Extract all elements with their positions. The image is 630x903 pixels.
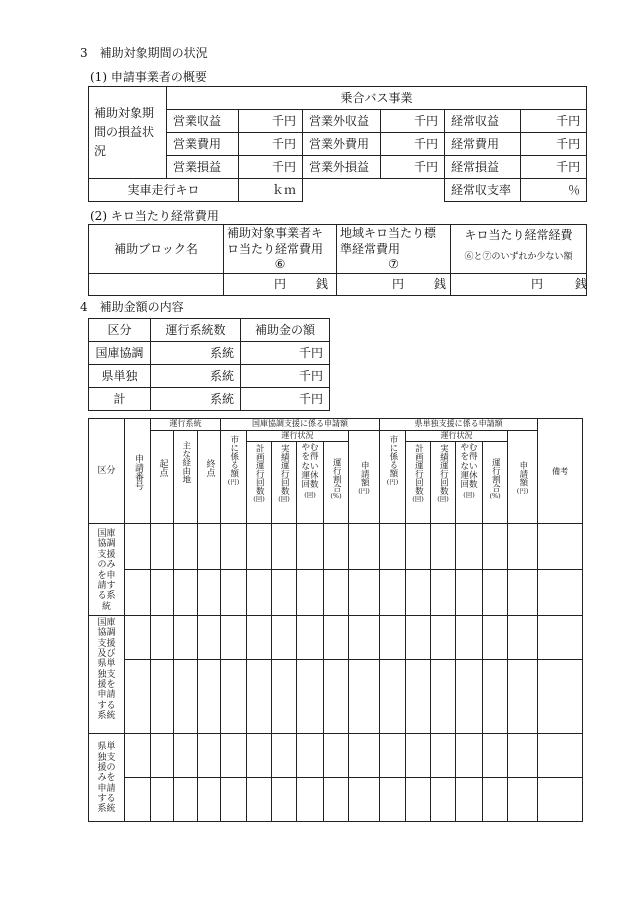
keikaku-stack bbox=[247, 444, 271, 503]
sen-unit: 銭 bbox=[434, 277, 447, 292]
section-3-1-title: (1) 申請事業者の概要 bbox=[90, 70, 207, 84]
data-cell[interactable] bbox=[297, 616, 324, 660]
keiyu-stack bbox=[174, 441, 197, 484]
data-cell[interactable] bbox=[221, 734, 247, 778]
category-3 bbox=[89, 734, 125, 822]
data-cell[interactable] bbox=[324, 660, 349, 734]
data-cell[interactable] bbox=[198, 616, 221, 660]
label-cell: 営業収益 bbox=[167, 110, 239, 133]
unit-en: (円) bbox=[386, 477, 399, 486]
shi-gaku-text: 市に係る額 bbox=[228, 435, 239, 478]
unit-en: (円) bbox=[227, 477, 240, 486]
data-cell[interactable] bbox=[221, 524, 247, 570]
yamu-unit-stack bbox=[297, 491, 323, 499]
data-cell[interactable] bbox=[247, 616, 272, 660]
route-application-table bbox=[88, 418, 583, 822]
data-cell[interactable] bbox=[272, 734, 297, 778]
operator-cost-text: 補助対象事業者キロ当たり経常費用 bbox=[227, 226, 324, 256]
data-cell[interactable] bbox=[508, 660, 538, 734]
data-cell[interactable] bbox=[297, 524, 324, 570]
data-cell[interactable] bbox=[431, 778, 456, 822]
data-cell[interactable] bbox=[125, 616, 151, 660]
label-cell: 営業費用 bbox=[167, 133, 239, 156]
operator-cost-value bbox=[224, 274, 337, 296]
yamu-text: やむを得ない運休回数 bbox=[301, 443, 319, 491]
shinsei-bango-text: 申請番号 bbox=[133, 454, 143, 490]
data-cell[interactable] bbox=[125, 734, 151, 778]
data-cell[interactable] bbox=[456, 734, 483, 778]
data-cell[interactable] bbox=[380, 660, 406, 734]
data-cell[interactable] bbox=[406, 524, 431, 570]
wariai-header bbox=[324, 442, 349, 524]
unit-kai: (回) bbox=[463, 490, 475, 499]
shi-gaku-text-2: 市に係る額 bbox=[387, 435, 398, 478]
km-unit: ｋｍ bbox=[239, 179, 303, 202]
wariai-stack-2 bbox=[483, 458, 507, 500]
data-cell[interactable] bbox=[198, 660, 221, 734]
wariai-text: 運行割合 bbox=[331, 458, 342, 492]
mark-7: ⑦ bbox=[388, 257, 399, 272]
data-cell[interactable] bbox=[508, 734, 538, 778]
data-cell[interactable] bbox=[297, 570, 324, 616]
unit-cell: 千円 bbox=[241, 388, 330, 411]
data-cell[interactable] bbox=[349, 524, 380, 570]
lesser-cost-value bbox=[451, 274, 587, 296]
kokko-group-header bbox=[221, 419, 380, 431]
shuten-header bbox=[198, 431, 221, 524]
lesser-cost-note: ⑥と⑦のいずれか少ない額 bbox=[464, 252, 573, 262]
yamu-unit-stack-2 bbox=[456, 491, 482, 499]
data-cell[interactable] bbox=[125, 524, 151, 570]
subsidy-summary-table bbox=[88, 318, 330, 411]
sen-unit: 銭 bbox=[316, 277, 329, 292]
data-cell[interactable] bbox=[247, 524, 272, 570]
data-cell[interactable] bbox=[406, 570, 431, 616]
data-cell[interactable] bbox=[174, 524, 198, 570]
kiten-stack bbox=[151, 459, 173, 477]
keiyu-header bbox=[174, 431, 198, 524]
wariai-text-2: 運行割合 bbox=[490, 458, 501, 492]
sen-unit: 銭 bbox=[575, 277, 588, 292]
shuten-stack bbox=[198, 459, 220, 477]
data-cell[interactable] bbox=[324, 734, 349, 778]
data-cell[interactable] bbox=[508, 524, 538, 570]
section-3-2-title: (2) キロ当たり経常費用 bbox=[90, 209, 219, 223]
data-cell[interactable] bbox=[349, 616, 380, 660]
data-cell[interactable] bbox=[538, 570, 583, 616]
unko-jokyo-header-2 bbox=[406, 431, 508, 442]
data-cell[interactable] bbox=[349, 660, 380, 734]
unit-cell: 千円 bbox=[521, 110, 587, 133]
unit-pct: (%) bbox=[330, 492, 342, 500]
data-cell[interactable] bbox=[272, 778, 297, 822]
data-cell[interactable] bbox=[198, 524, 221, 570]
keiyu-text: 主な経由地 bbox=[180, 441, 191, 484]
data-cell[interactable] bbox=[272, 524, 297, 570]
shinsei-gaku-stack bbox=[349, 461, 379, 494]
data-cell[interactable] bbox=[406, 616, 431, 660]
yamu-header bbox=[297, 442, 324, 524]
data-cell[interactable] bbox=[508, 570, 538, 616]
data-cell[interactable] bbox=[456, 660, 483, 734]
data-cell[interactable] bbox=[349, 570, 380, 616]
unit-kai: (回) bbox=[412, 495, 424, 503]
data-cell[interactable] bbox=[174, 570, 198, 616]
ratio-unit: ％ bbox=[521, 179, 587, 202]
jisseki-text: 実績運行回数 bbox=[279, 444, 290, 495]
category-cell: 県単独 bbox=[89, 365, 151, 388]
label-cell: 営業損益 bbox=[167, 156, 239, 179]
data-cell[interactable] bbox=[456, 570, 483, 616]
category-1 bbox=[89, 524, 125, 616]
data-cell[interactable] bbox=[483, 524, 508, 570]
ratio-label: 経常収支率 bbox=[445, 179, 521, 202]
unit-cell: 千円 bbox=[241, 365, 330, 388]
data-cell[interactable] bbox=[198, 734, 221, 778]
standard-cost-value bbox=[337, 274, 451, 296]
lesser-cost-text: キロ当たり経常経費 bbox=[464, 228, 573, 242]
data-cell[interactable] bbox=[406, 734, 431, 778]
shi-gaku-header bbox=[221, 431, 247, 524]
category-cell: 国庫協調 bbox=[89, 342, 151, 365]
unit-cell: 千円 bbox=[381, 133, 445, 156]
keikaku-stack-2 bbox=[406, 444, 430, 503]
data-cell[interactable] bbox=[297, 734, 324, 778]
jisseki-text-2: 実績運行回数 bbox=[438, 444, 449, 495]
unko-jokyo-text: 運行状況 bbox=[281, 431, 314, 440]
shi-gaku-stack bbox=[221, 435, 246, 485]
data-cell[interactable] bbox=[349, 734, 380, 778]
header-cell: 区分 bbox=[89, 319, 151, 342]
data-cell[interactable] bbox=[508, 778, 538, 822]
data-cell[interactable] bbox=[272, 616, 297, 660]
data-cell[interactable] bbox=[125, 778, 151, 822]
data-cell[interactable] bbox=[247, 570, 272, 616]
data-cell[interactable] bbox=[324, 616, 349, 660]
keikaku-text: 計画運行回数 bbox=[254, 444, 265, 495]
shinsei-bango-stack bbox=[125, 454, 150, 490]
data-cell[interactable] bbox=[151, 570, 174, 616]
unit-cell: 千円 bbox=[241, 342, 330, 365]
block-name-header: 補助ブロック名 bbox=[89, 225, 224, 274]
data-cell[interactable] bbox=[125, 660, 151, 734]
mark-6: ⑥ bbox=[274, 257, 286, 272]
unit-cell: 千円 bbox=[381, 110, 445, 133]
unit-cell: 千円 bbox=[239, 133, 303, 156]
business-summary-table bbox=[88, 86, 587, 202]
data-cell[interactable] bbox=[247, 734, 272, 778]
data-cell[interactable] bbox=[151, 616, 174, 660]
header-cell: 補助金の額 bbox=[241, 319, 330, 342]
data-cell[interactable] bbox=[538, 660, 583, 734]
label-cell: 経常損益 bbox=[445, 156, 521, 179]
yen-unit: 円 bbox=[531, 277, 544, 292]
category-2-text: 国庫協調支援及び県単独支援を申請する系統 bbox=[97, 618, 116, 722]
kiten-header bbox=[151, 431, 174, 524]
data-cell[interactable] bbox=[151, 734, 174, 778]
data-cell[interactable] bbox=[198, 570, 221, 616]
jisseki-stack-2 bbox=[431, 444, 455, 503]
data-cell[interactable] bbox=[151, 524, 174, 570]
data-cell[interactable] bbox=[247, 778, 272, 822]
category-cell: 計 bbox=[89, 388, 151, 411]
keikaku-header-2 bbox=[406, 442, 431, 524]
section-4-title: 4 補助金額の内容 bbox=[80, 300, 184, 314]
wariai-header-2 bbox=[483, 442, 508, 524]
label-cell: 営業外費用 bbox=[303, 133, 381, 156]
profit-loss-header: 補助対象期間の損益状況 bbox=[89, 87, 167, 179]
data-cell[interactable] bbox=[538, 524, 583, 570]
data-cell[interactable] bbox=[431, 524, 456, 570]
data-cell[interactable] bbox=[198, 778, 221, 822]
data-cell[interactable] bbox=[151, 660, 174, 734]
km-label: 実車走行キロ bbox=[89, 179, 239, 202]
label-cell: 経常費用 bbox=[445, 133, 521, 156]
data-cell[interactable] bbox=[221, 616, 247, 660]
data-cell[interactable] bbox=[431, 660, 456, 734]
unko-keito-text: 運行系統 bbox=[169, 419, 202, 428]
data-cell[interactable] bbox=[380, 570, 406, 616]
data-cell[interactable] bbox=[380, 734, 406, 778]
data-cell[interactable] bbox=[456, 524, 483, 570]
data-cell[interactable] bbox=[431, 570, 456, 616]
keikaku-header bbox=[247, 442, 272, 524]
data-cell[interactable] bbox=[483, 570, 508, 616]
unit-kai: (回) bbox=[253, 495, 265, 503]
block-name-value bbox=[89, 274, 224, 296]
unko-jokyo-text-2: 運行状況 bbox=[440, 431, 473, 440]
yamu-header-2 bbox=[456, 442, 483, 524]
category-3-text: 県単独支援のみを申請する系統 bbox=[97, 742, 116, 815]
data-cell[interactable] bbox=[151, 778, 174, 822]
unit-pct: (%) bbox=[489, 492, 501, 500]
data-cell[interactable] bbox=[272, 570, 297, 616]
unko-jokyo-header bbox=[247, 431, 349, 442]
shinsei-gaku-stack-2 bbox=[508, 461, 537, 494]
unit-cell: 千円 bbox=[239, 110, 303, 133]
shinsei-gaku-header-2 bbox=[508, 431, 538, 524]
data-cell[interactable] bbox=[538, 616, 583, 660]
shi-gaku-header-2 bbox=[380, 431, 406, 524]
blank-cell bbox=[303, 179, 445, 202]
unit-cell: 千円 bbox=[521, 133, 587, 156]
data-cell[interactable] bbox=[380, 778, 406, 822]
unit-kai: (回) bbox=[304, 490, 316, 499]
kubun-header bbox=[89, 419, 125, 524]
unit-kai: (回) bbox=[278, 495, 290, 503]
data-cell[interactable] bbox=[431, 734, 456, 778]
bus-business-header: 乗合バス事業 bbox=[167, 87, 587, 110]
data-cell[interactable] bbox=[221, 660, 247, 734]
data-cell[interactable] bbox=[297, 778, 324, 822]
data-cell[interactable] bbox=[456, 778, 483, 822]
km-cost-table bbox=[88, 224, 587, 296]
shinsei-bango-header bbox=[125, 419, 151, 524]
unit-en: (円) bbox=[516, 486, 529, 495]
lesser-cost-header bbox=[451, 225, 587, 274]
data-cell[interactable] bbox=[483, 734, 508, 778]
data-cell[interactable] bbox=[221, 570, 247, 616]
data-cell[interactable] bbox=[272, 660, 297, 734]
data-cell[interactable] bbox=[380, 524, 406, 570]
data-cell[interactable] bbox=[324, 778, 349, 822]
data-cell[interactable] bbox=[508, 616, 538, 660]
data-cell[interactable] bbox=[456, 616, 483, 660]
unko-keito-header bbox=[151, 419, 221, 431]
shinsei-gaku-text: 申請額 bbox=[359, 461, 370, 487]
header-cell: 運行系統数 bbox=[151, 319, 241, 342]
unit-cell: 系統 bbox=[151, 342, 241, 365]
standard-cost-text: 地域キロ当たり標準経常費用 bbox=[340, 226, 437, 256]
yen-unit: 円 bbox=[274, 277, 287, 292]
operator-cost-header bbox=[224, 225, 337, 274]
jisseki-header-2 bbox=[431, 442, 456, 524]
wariai-stack bbox=[324, 458, 348, 500]
unit-cell: 千円 bbox=[521, 156, 587, 179]
jisseki-stack bbox=[272, 444, 296, 503]
section-3-title: 3 補助対象期間の状況 bbox=[80, 46, 208, 60]
yamu-text-2: やむを得ない運休回数 bbox=[460, 443, 478, 491]
data-cell[interactable] bbox=[406, 778, 431, 822]
label-cell: 経常収益 bbox=[445, 110, 521, 133]
category-2 bbox=[89, 616, 125, 734]
ken-group-text: 県単独支援に係る申請額 bbox=[414, 419, 503, 428]
bikou-text: 備考 bbox=[552, 467, 569, 476]
kiten-text: 起点 bbox=[157, 459, 168, 477]
standard-cost-header bbox=[337, 225, 451, 274]
keikaku-text-2: 計画運行回数 bbox=[413, 444, 424, 495]
data-cell[interactable] bbox=[324, 570, 349, 616]
yen-unit: 円 bbox=[392, 277, 405, 292]
label-cell: 営業外収益 bbox=[303, 110, 381, 133]
unit-cell: 系統 bbox=[151, 388, 241, 411]
shuten-text: 終点 bbox=[204, 459, 215, 477]
data-cell[interactable] bbox=[538, 778, 583, 822]
unit-cell: 系統 bbox=[151, 365, 241, 388]
unit-cell: 千円 bbox=[239, 156, 303, 179]
data-cell[interactable] bbox=[431, 616, 456, 660]
data-cell[interactable] bbox=[174, 734, 198, 778]
data-cell[interactable] bbox=[483, 616, 508, 660]
data-cell[interactable] bbox=[380, 616, 406, 660]
shinsei-gaku-header bbox=[349, 431, 380, 524]
data-cell[interactable] bbox=[221, 778, 247, 822]
unit-kai: (回) bbox=[437, 495, 449, 503]
unit-en: (円) bbox=[358, 486, 370, 495]
data-cell[interactable] bbox=[324, 524, 349, 570]
shinsei-gaku-text-2: 申請額 bbox=[517, 461, 528, 487]
data-cell[interactable] bbox=[247, 660, 272, 734]
data-cell[interactable] bbox=[349, 778, 380, 822]
unit-cell: 千円 bbox=[381, 156, 445, 179]
label-cell: 営業外損益 bbox=[303, 156, 381, 179]
kokko-group-text: 国庫協調支援に係る申請額 bbox=[252, 419, 349, 428]
kubun-text: 区分 bbox=[97, 466, 116, 477]
data-cell[interactable] bbox=[483, 660, 508, 734]
data-cell[interactable] bbox=[483, 778, 508, 822]
data-cell[interactable] bbox=[406, 660, 431, 734]
data-cell[interactable] bbox=[174, 660, 198, 734]
data-cell[interactable] bbox=[174, 778, 198, 822]
data-cell[interactable] bbox=[538, 734, 583, 778]
shi-gaku-stack-2 bbox=[380, 435, 405, 485]
jisseki-header bbox=[272, 442, 297, 524]
data-cell[interactable] bbox=[297, 660, 324, 734]
data-cell[interactable] bbox=[174, 616, 198, 660]
category-1-text: 国庫協調支援のみを申請する系統 bbox=[97, 529, 116, 612]
bikou-header bbox=[538, 419, 583, 524]
data-cell[interactable] bbox=[125, 570, 151, 616]
ken-group-header bbox=[380, 419, 538, 431]
